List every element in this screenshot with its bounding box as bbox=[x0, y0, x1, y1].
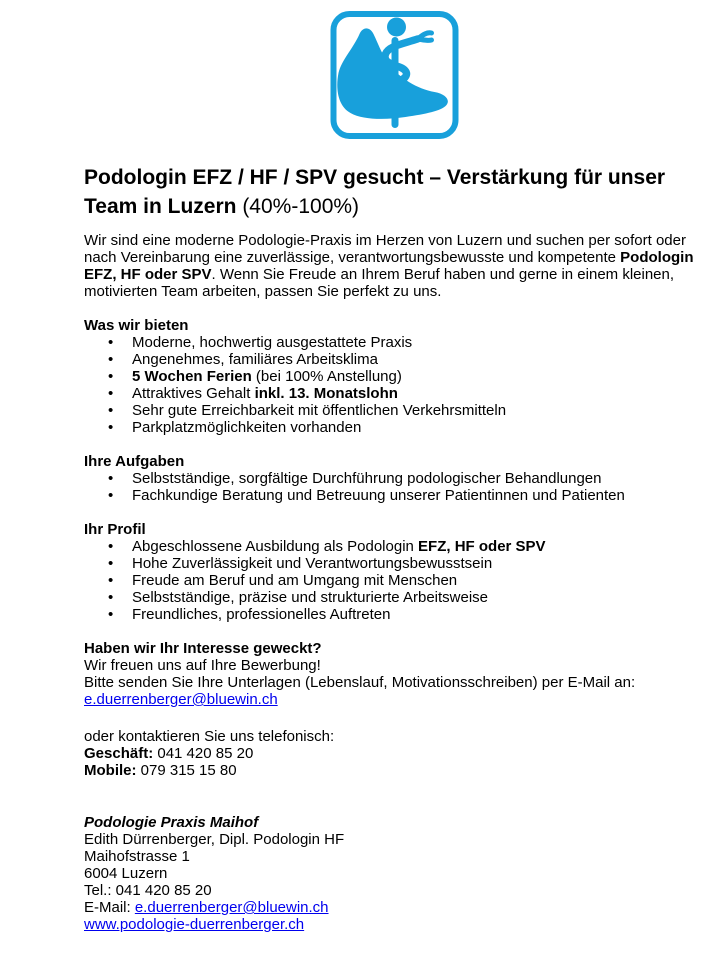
list-item bbox=[84, 606, 698, 623]
apply-email-line bbox=[84, 691, 698, 708]
section-offer-heading: Was wir bieten bbox=[84, 317, 189, 334]
list-item-text bbox=[132, 470, 698, 487]
list-item bbox=[84, 351, 698, 368]
bullet-icon: • bbox=[108, 606, 114, 623]
section-phone bbox=[84, 728, 698, 779]
text-run: Hohe Zuverlässigkeit und Verantwortungsbewusstsein bbox=[132, 555, 493, 572]
footer-email-label: E-Mail: bbox=[84, 899, 135, 916]
city-address: 6004 Luzern bbox=[84, 865, 168, 882]
list-item-text bbox=[132, 402, 698, 419]
phone-business-number: 041 420 85 20 bbox=[153, 745, 254, 762]
text-run: Moderne, hochwertig ausgestattete Praxis bbox=[132, 334, 413, 351]
snake-head bbox=[418, 33, 432, 41]
text-run-bold: inkl. 13. Monatslohn bbox=[254, 385, 398, 402]
list-item bbox=[84, 538, 698, 555]
bullet-icon: • bbox=[108, 402, 114, 419]
bullet-icon: • bbox=[108, 470, 114, 487]
company-name: Podologie Praxis Maihof bbox=[84, 814, 259, 831]
list-item bbox=[84, 555, 698, 572]
apply-line-1: Wir freuen uns auf Ihre Bewerbung! bbox=[84, 657, 321, 674]
phone-mobile-label: Mobile: bbox=[84, 762, 137, 779]
list-item bbox=[84, 334, 698, 351]
list-item-text bbox=[132, 334, 698, 351]
text-run: Selbstständige, präzise und strukturierte Arbeitsweise bbox=[132, 589, 489, 606]
section-offer bbox=[84, 317, 698, 436]
podology-logo bbox=[329, 10, 460, 140]
bullet-icon: • bbox=[108, 589, 114, 606]
bullet-icon: • bbox=[108, 572, 114, 589]
contact-person: Edith Dürrenberger, Dipl. Podologin HF bbox=[84, 831, 345, 848]
bullet-icon: • bbox=[108, 368, 114, 385]
section-apply bbox=[84, 640, 698, 708]
text-run: Parkplatzmöglichkeiten vorhanden bbox=[132, 419, 362, 436]
text-run-bold: 5 Wochen Ferien bbox=[132, 368, 252, 385]
phone-mobile-number: 079 315 15 80 bbox=[136, 762, 237, 779]
text-run: Wir sind eine moderne Podologie-Praxis im Herzen von Luzern und suchen per sofort oder nach Vereinbarung eine zuverlässige, verantwortungsbewusste und kompetente bbox=[84, 232, 686, 266]
bullet-icon: • bbox=[108, 419, 114, 436]
list-item-text bbox=[132, 385, 698, 402]
text-run: Freundliches, professionelles Auftreten bbox=[132, 606, 391, 623]
footer-website-line bbox=[84, 916, 698, 933]
list-item bbox=[84, 589, 698, 606]
footer-email-line bbox=[84, 899, 698, 916]
footer-website-link[interactable]: www.podologie-duerrenberger.ch bbox=[84, 916, 305, 933]
title-bold-text: Podologin EFZ / HF / SPV gesucht – Verstärkung für unser Team in Luzern bbox=[84, 166, 666, 218]
street-address: Maihofstrasse 1 bbox=[84, 848, 190, 865]
list-item-text bbox=[132, 589, 698, 606]
staff-knob bbox=[387, 18, 406, 37]
podology-logo-image bbox=[329, 10, 460, 140]
list-item-text bbox=[132, 555, 698, 572]
title-workload-text: (40%-100%) bbox=[242, 195, 360, 218]
text-run: Attraktives Gehalt bbox=[132, 385, 255, 402]
section-tasks bbox=[84, 453, 698, 504]
section-apply-heading: Haben wir Ihr Interesse geweckt? bbox=[84, 640, 322, 657]
phone-intro: oder kontaktieren Sie uns telefonisch: bbox=[84, 728, 335, 745]
phone-business bbox=[84, 745, 698, 762]
list-item bbox=[84, 385, 698, 402]
bullet-icon: • bbox=[108, 487, 114, 504]
list-item-text bbox=[132, 538, 698, 555]
section-tasks-heading: Ihre Aufgaben bbox=[84, 453, 185, 470]
list-item bbox=[84, 572, 698, 589]
text-run: Angenehmes, familiäres Arbeitsklima bbox=[132, 351, 378, 368]
intro-paragraph bbox=[84, 232, 698, 300]
apply-email-link[interactable]: e.duerrenberger@bluewin.ch bbox=[84, 691, 278, 708]
text-run: Fachkundige Beratung und Betreuung unserer Patientinnen und Patienten bbox=[132, 487, 625, 504]
footer-telephone: Tel.: 041 420 85 20 bbox=[84, 882, 212, 899]
list-item-text bbox=[132, 572, 698, 589]
text-run: (bei 100% Anstellung) bbox=[251, 368, 402, 385]
text-run-bold: EFZ, HF oder SPV bbox=[418, 538, 546, 555]
list-item bbox=[84, 470, 698, 487]
bullet-icon: • bbox=[108, 351, 114, 368]
list-item-text bbox=[132, 487, 698, 504]
bullet-icon: • bbox=[108, 555, 114, 572]
text-run: Freude am Beruf und am Umgang mit Menschen bbox=[132, 572, 458, 589]
list-item bbox=[84, 419, 698, 436]
list-item bbox=[84, 487, 698, 504]
list-item bbox=[84, 402, 698, 419]
bullet-icon: • bbox=[108, 538, 114, 555]
bullet-icon: • bbox=[108, 334, 114, 351]
phone-mobile bbox=[84, 762, 698, 779]
text-run: Selbstständige, sorgfältige Durchführung podologischer Behandlungen bbox=[132, 470, 602, 487]
apply-line-2: Bitte senden Sie Ihre Unterlagen (Lebenslauf, Motivationsschreiben) per E-Mail an: bbox=[84, 674, 636, 691]
bullet-icon: • bbox=[108, 385, 114, 402]
footer-email-link[interactable]: e.duerrenberger@bluewin.ch bbox=[134, 899, 329, 916]
text-run: . Wenn Sie Freude an Ihrem Beruf haben und gerne in einem kleinen, motivierten Team arbeiten, passen Sie perfekt zu uns. bbox=[84, 266, 675, 300]
document-body bbox=[84, 163, 698, 933]
page-title bbox=[84, 163, 698, 221]
text-run: Sehr gute Erreichbarkeit mit öffentlichen Verkehrsmitteln bbox=[132, 402, 507, 419]
list-item-text bbox=[132, 419, 698, 436]
section-footer bbox=[84, 814, 698, 933]
list-item-text bbox=[132, 351, 698, 368]
phone-business-label: Geschäft: bbox=[84, 745, 154, 762]
list-item-text bbox=[132, 368, 698, 385]
list-item-text bbox=[132, 606, 698, 623]
section-profile-heading: Ihr Profil bbox=[84, 521, 146, 538]
text-run-bold: Podologin EFZ, HF oder SPV bbox=[84, 249, 694, 283]
list-item bbox=[84, 368, 698, 385]
text-run: Abgeschlossene Ausbildung als Podologin bbox=[132, 538, 419, 555]
section-profile bbox=[84, 521, 698, 623]
